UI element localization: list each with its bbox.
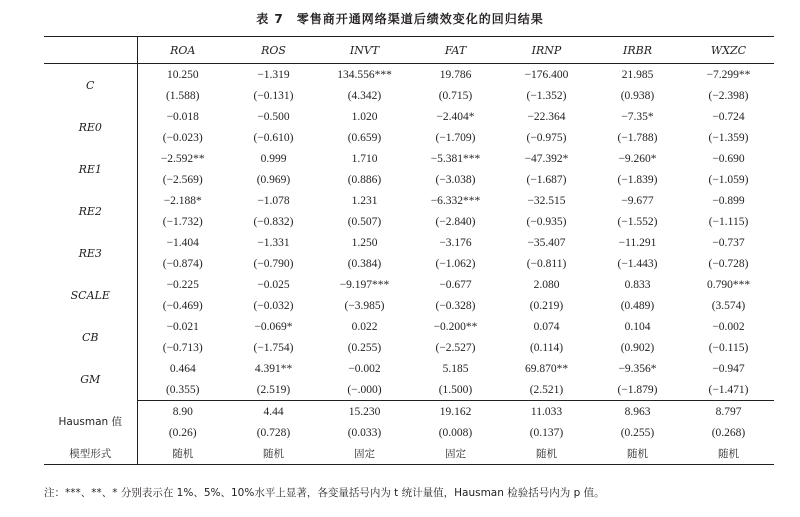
table-cell: −0.021 bbox=[166, 320, 199, 333]
table-cell: (−0.811) bbox=[526, 257, 567, 270]
table-cell: (2.519) bbox=[228, 379, 319, 401]
table-row bbox=[44, 211, 774, 232]
variable-label: RE1 bbox=[44, 148, 137, 190]
table-row bbox=[44, 85, 774, 106]
table-cell: 1.020 bbox=[351, 110, 378, 123]
table-title: 表 7 零售商开通网络渠道后绩效变化的回归结果 bbox=[256, 12, 544, 26]
table-cell: −0.677 bbox=[439, 278, 472, 291]
hausman-label: Hausman 值 bbox=[44, 401, 137, 444]
table-cell: −7.35* bbox=[621, 110, 654, 123]
table-cell: 随机 bbox=[683, 443, 774, 465]
table-cell: (0.902) bbox=[620, 341, 655, 354]
table-cell: (−1.687) bbox=[526, 173, 567, 186]
table-row bbox=[44, 295, 774, 316]
table-cell: 1.710 bbox=[351, 152, 378, 165]
hausman-p-row bbox=[44, 422, 774, 443]
table-cell: 0.833 bbox=[624, 278, 651, 291]
header-corner bbox=[44, 37, 137, 64]
table-cell: 随机 bbox=[228, 443, 319, 465]
table-cell: (4.342) bbox=[347, 89, 382, 102]
table-cell: 8.963 bbox=[624, 405, 651, 418]
column-header: ROA bbox=[137, 37, 228, 64]
table-cell: (−2.398) bbox=[708, 89, 749, 102]
table-cell: (−2.569) bbox=[162, 173, 203, 186]
table-cell: (2.521) bbox=[501, 379, 592, 401]
table-cell: (−0.832) bbox=[253, 215, 294, 228]
table-cell: −7.299** bbox=[706, 68, 751, 81]
table-cell: −32.515 bbox=[527, 194, 566, 207]
column-header: IRNP bbox=[501, 37, 592, 64]
table-cell: 15.230 bbox=[348, 405, 381, 418]
table-cell: 0.104 bbox=[624, 320, 651, 333]
table-row bbox=[44, 64, 774, 86]
table-cell: (0.728) bbox=[256, 426, 291, 439]
table-cell: (0.033) bbox=[347, 426, 382, 439]
table-cell: −2.592** bbox=[160, 152, 205, 165]
table-row bbox=[44, 316, 774, 337]
table-cell: −0.225 bbox=[166, 278, 199, 291]
table-row bbox=[44, 337, 774, 358]
table-cell: (−2.840) bbox=[435, 215, 476, 228]
table-cell: (−0.469) bbox=[162, 299, 203, 312]
table-row bbox=[44, 274, 774, 295]
table-cell: −5.381*** bbox=[430, 152, 481, 165]
table-cell: −0.947 bbox=[712, 362, 745, 375]
table-cell: −11.291 bbox=[618, 236, 657, 249]
column-header: INVT bbox=[319, 37, 410, 64]
table-cell: 固定 bbox=[410, 443, 501, 465]
table-cell: (3.574) bbox=[711, 299, 746, 312]
table-cell: (−1.059) bbox=[708, 173, 749, 186]
table-cell: (−0.935) bbox=[526, 215, 567, 228]
table-cell: (−1.754) bbox=[253, 341, 294, 354]
table-cell: (0.137) bbox=[529, 426, 564, 439]
table-cell: −176.400 bbox=[524, 68, 569, 81]
table-cell: (0.26) bbox=[168, 426, 197, 439]
table-note: 注：***、**、* 分别表示在 1%、5%、10%水平上显著，各变量括号内为 t 统计量值，Hausman 检验括号内为 p 值。 bbox=[44, 487, 605, 499]
column-header: WXZC bbox=[683, 37, 774, 64]
table-cell: (0.659) bbox=[347, 131, 382, 144]
header-row bbox=[44, 37, 774, 64]
table-cell: (1.500) bbox=[410, 379, 501, 401]
table-cell: 21.985 bbox=[621, 68, 654, 81]
table-cell: (−0.115) bbox=[708, 341, 749, 354]
table-cell: 0.074 bbox=[533, 320, 560, 333]
table-cell: −0.002 bbox=[348, 362, 381, 375]
table-cell: (−1.839) bbox=[617, 173, 658, 186]
table-cell: (−1.788) bbox=[617, 131, 658, 144]
variable-label: C bbox=[44, 64, 137, 107]
table-cell: 134.556*** bbox=[337, 68, 392, 81]
table-cell: (−1.879) bbox=[592, 379, 683, 401]
table-cell: 69.870** bbox=[524, 362, 569, 375]
table-cell: 11.033 bbox=[530, 405, 563, 418]
table-cell: 8.90 bbox=[172, 405, 193, 418]
table-cell: (−0.328) bbox=[435, 299, 476, 312]
table-row bbox=[44, 232, 774, 253]
table-cell: −1.404 bbox=[166, 236, 199, 249]
table-cell: 8.797 bbox=[715, 405, 742, 418]
table-cell: 1.250 bbox=[351, 236, 378, 249]
table-cell: −47.392* bbox=[524, 152, 569, 165]
model-label: 模型形式 bbox=[44, 443, 137, 465]
table-cell: (−1.732) bbox=[162, 215, 203, 228]
column-header: IRBR bbox=[592, 37, 683, 64]
table-cell: (0.268) bbox=[711, 426, 746, 439]
table-cell: (−0.874) bbox=[162, 257, 203, 270]
table-cell: −0.690 bbox=[712, 152, 745, 165]
variable-label: RE0 bbox=[44, 106, 137, 148]
model-row bbox=[44, 443, 774, 465]
table-cell: (0.355) bbox=[137, 379, 228, 401]
variable-label: GM bbox=[44, 358, 137, 401]
table-cell: (−2.527) bbox=[435, 341, 476, 354]
table-cell: −1.078 bbox=[257, 194, 290, 207]
table-cell: (0.255) bbox=[620, 426, 655, 439]
table-row bbox=[44, 148, 774, 169]
table-cell: (−1.709) bbox=[435, 131, 476, 144]
table-cell: −0.069* bbox=[254, 320, 293, 333]
table-cell: −9.356* bbox=[618, 362, 657, 375]
table-cell: −2.404* bbox=[436, 110, 475, 123]
table-cell: −0.002 bbox=[712, 320, 745, 333]
table-cell: 固定 bbox=[319, 443, 410, 465]
table-cell: (−0.023) bbox=[162, 131, 203, 144]
table-cell: (0.715) bbox=[438, 89, 473, 102]
table-cell: −9.677 bbox=[621, 194, 654, 207]
table-row bbox=[44, 106, 774, 127]
table-cell: (0.384) bbox=[347, 257, 382, 270]
table-cell: 随机 bbox=[137, 443, 228, 465]
table-row bbox=[44, 253, 774, 274]
table-cell: −35.407 bbox=[527, 236, 566, 249]
table-cell: (−0.713) bbox=[162, 341, 203, 354]
table-cell: 5.185 bbox=[442, 362, 469, 375]
table-cell: (0.114) bbox=[529, 341, 564, 354]
variable-label: RE3 bbox=[44, 232, 137, 274]
table-cell: 0.464 bbox=[169, 362, 196, 375]
table-cell: (−0.790) bbox=[253, 257, 294, 270]
table-cell: (0.255) bbox=[347, 341, 382, 354]
variable-label: SCALE bbox=[44, 274, 137, 316]
column-header: ROS bbox=[228, 37, 319, 64]
table-row bbox=[44, 358, 774, 379]
table-cell: 4.44 bbox=[263, 405, 284, 418]
table-cell: (−0.032) bbox=[253, 299, 294, 312]
table-cell: −0.025 bbox=[257, 278, 290, 291]
table-cell: −0.737 bbox=[712, 236, 745, 249]
table-cell: (−3.038) bbox=[435, 173, 476, 186]
table-cell: (0.886) bbox=[347, 173, 382, 186]
table-row bbox=[44, 379, 774, 401]
table-cell: −22.364 bbox=[527, 110, 566, 123]
table-row bbox=[44, 169, 774, 190]
table-cell: (−0.728) bbox=[708, 257, 749, 270]
table-cell: 随机 bbox=[501, 443, 592, 465]
table-cell: −2.188* bbox=[163, 194, 202, 207]
regression-table bbox=[44, 36, 774, 465]
table-cell: −9.260* bbox=[618, 152, 657, 165]
table-cell: −1.331 bbox=[257, 236, 290, 249]
table-cell: −0.200** bbox=[433, 320, 478, 333]
hausman-row bbox=[44, 401, 774, 423]
table-cell: (0.507) bbox=[347, 215, 382, 228]
table-cell: −9.197*** bbox=[339, 278, 390, 291]
table-cell: (−0.610) bbox=[253, 131, 294, 144]
table-cell: (−0.975) bbox=[526, 131, 567, 144]
table-cell: 0.999 bbox=[260, 152, 287, 165]
table-cell: (0.008) bbox=[438, 426, 473, 439]
table-row bbox=[44, 190, 774, 211]
table-cell: 19.786 bbox=[439, 68, 472, 81]
table-cell: (0.219) bbox=[529, 299, 564, 312]
table-cell: (−1.115) bbox=[708, 215, 749, 228]
table-cell: 随机 bbox=[592, 443, 683, 465]
table-cell: 4.391** bbox=[254, 362, 293, 375]
table-cell: (−1.552) bbox=[617, 215, 658, 228]
table-cell: 2.080 bbox=[533, 278, 560, 291]
column-header: FAT bbox=[410, 37, 501, 64]
table-cell: (−1.443) bbox=[617, 257, 658, 270]
table-cell: (0.969) bbox=[256, 173, 291, 186]
table-cell: −0.500 bbox=[257, 110, 290, 123]
table-cell: (0.489) bbox=[620, 299, 655, 312]
table-cell: 19.162 bbox=[439, 405, 472, 418]
variable-label: CB bbox=[44, 316, 137, 358]
table-cell: 0.022 bbox=[351, 320, 378, 333]
table-cell: (−.000) bbox=[319, 379, 410, 401]
table-cell: (1.588) bbox=[165, 89, 200, 102]
table-cell: −1.319 bbox=[257, 68, 290, 81]
table-cell: 10.250 bbox=[166, 68, 199, 81]
table-cell: −3.176 bbox=[439, 236, 472, 249]
table-cell: (−0.131) bbox=[253, 89, 294, 102]
table-cell: (−1.471) bbox=[683, 379, 774, 401]
table-cell: −0.899 bbox=[712, 194, 745, 207]
table-cell: −0.018 bbox=[166, 110, 199, 123]
variable-label: RE2 bbox=[44, 190, 137, 232]
table-cell: −0.724 bbox=[712, 110, 745, 123]
table-cell: (−1.062) bbox=[435, 257, 476, 270]
table-cell: (0.938) bbox=[620, 89, 655, 102]
table-cell: (−3.985) bbox=[344, 299, 385, 312]
table-cell: (−1.352) bbox=[526, 89, 567, 102]
table-cell: −6.332*** bbox=[430, 194, 481, 207]
table-row bbox=[44, 127, 774, 148]
table-body bbox=[44, 64, 774, 465]
table-cell: 1.231 bbox=[351, 194, 378, 207]
table-cell: (−1.359) bbox=[708, 131, 749, 144]
table-cell: 0.790*** bbox=[706, 278, 751, 291]
